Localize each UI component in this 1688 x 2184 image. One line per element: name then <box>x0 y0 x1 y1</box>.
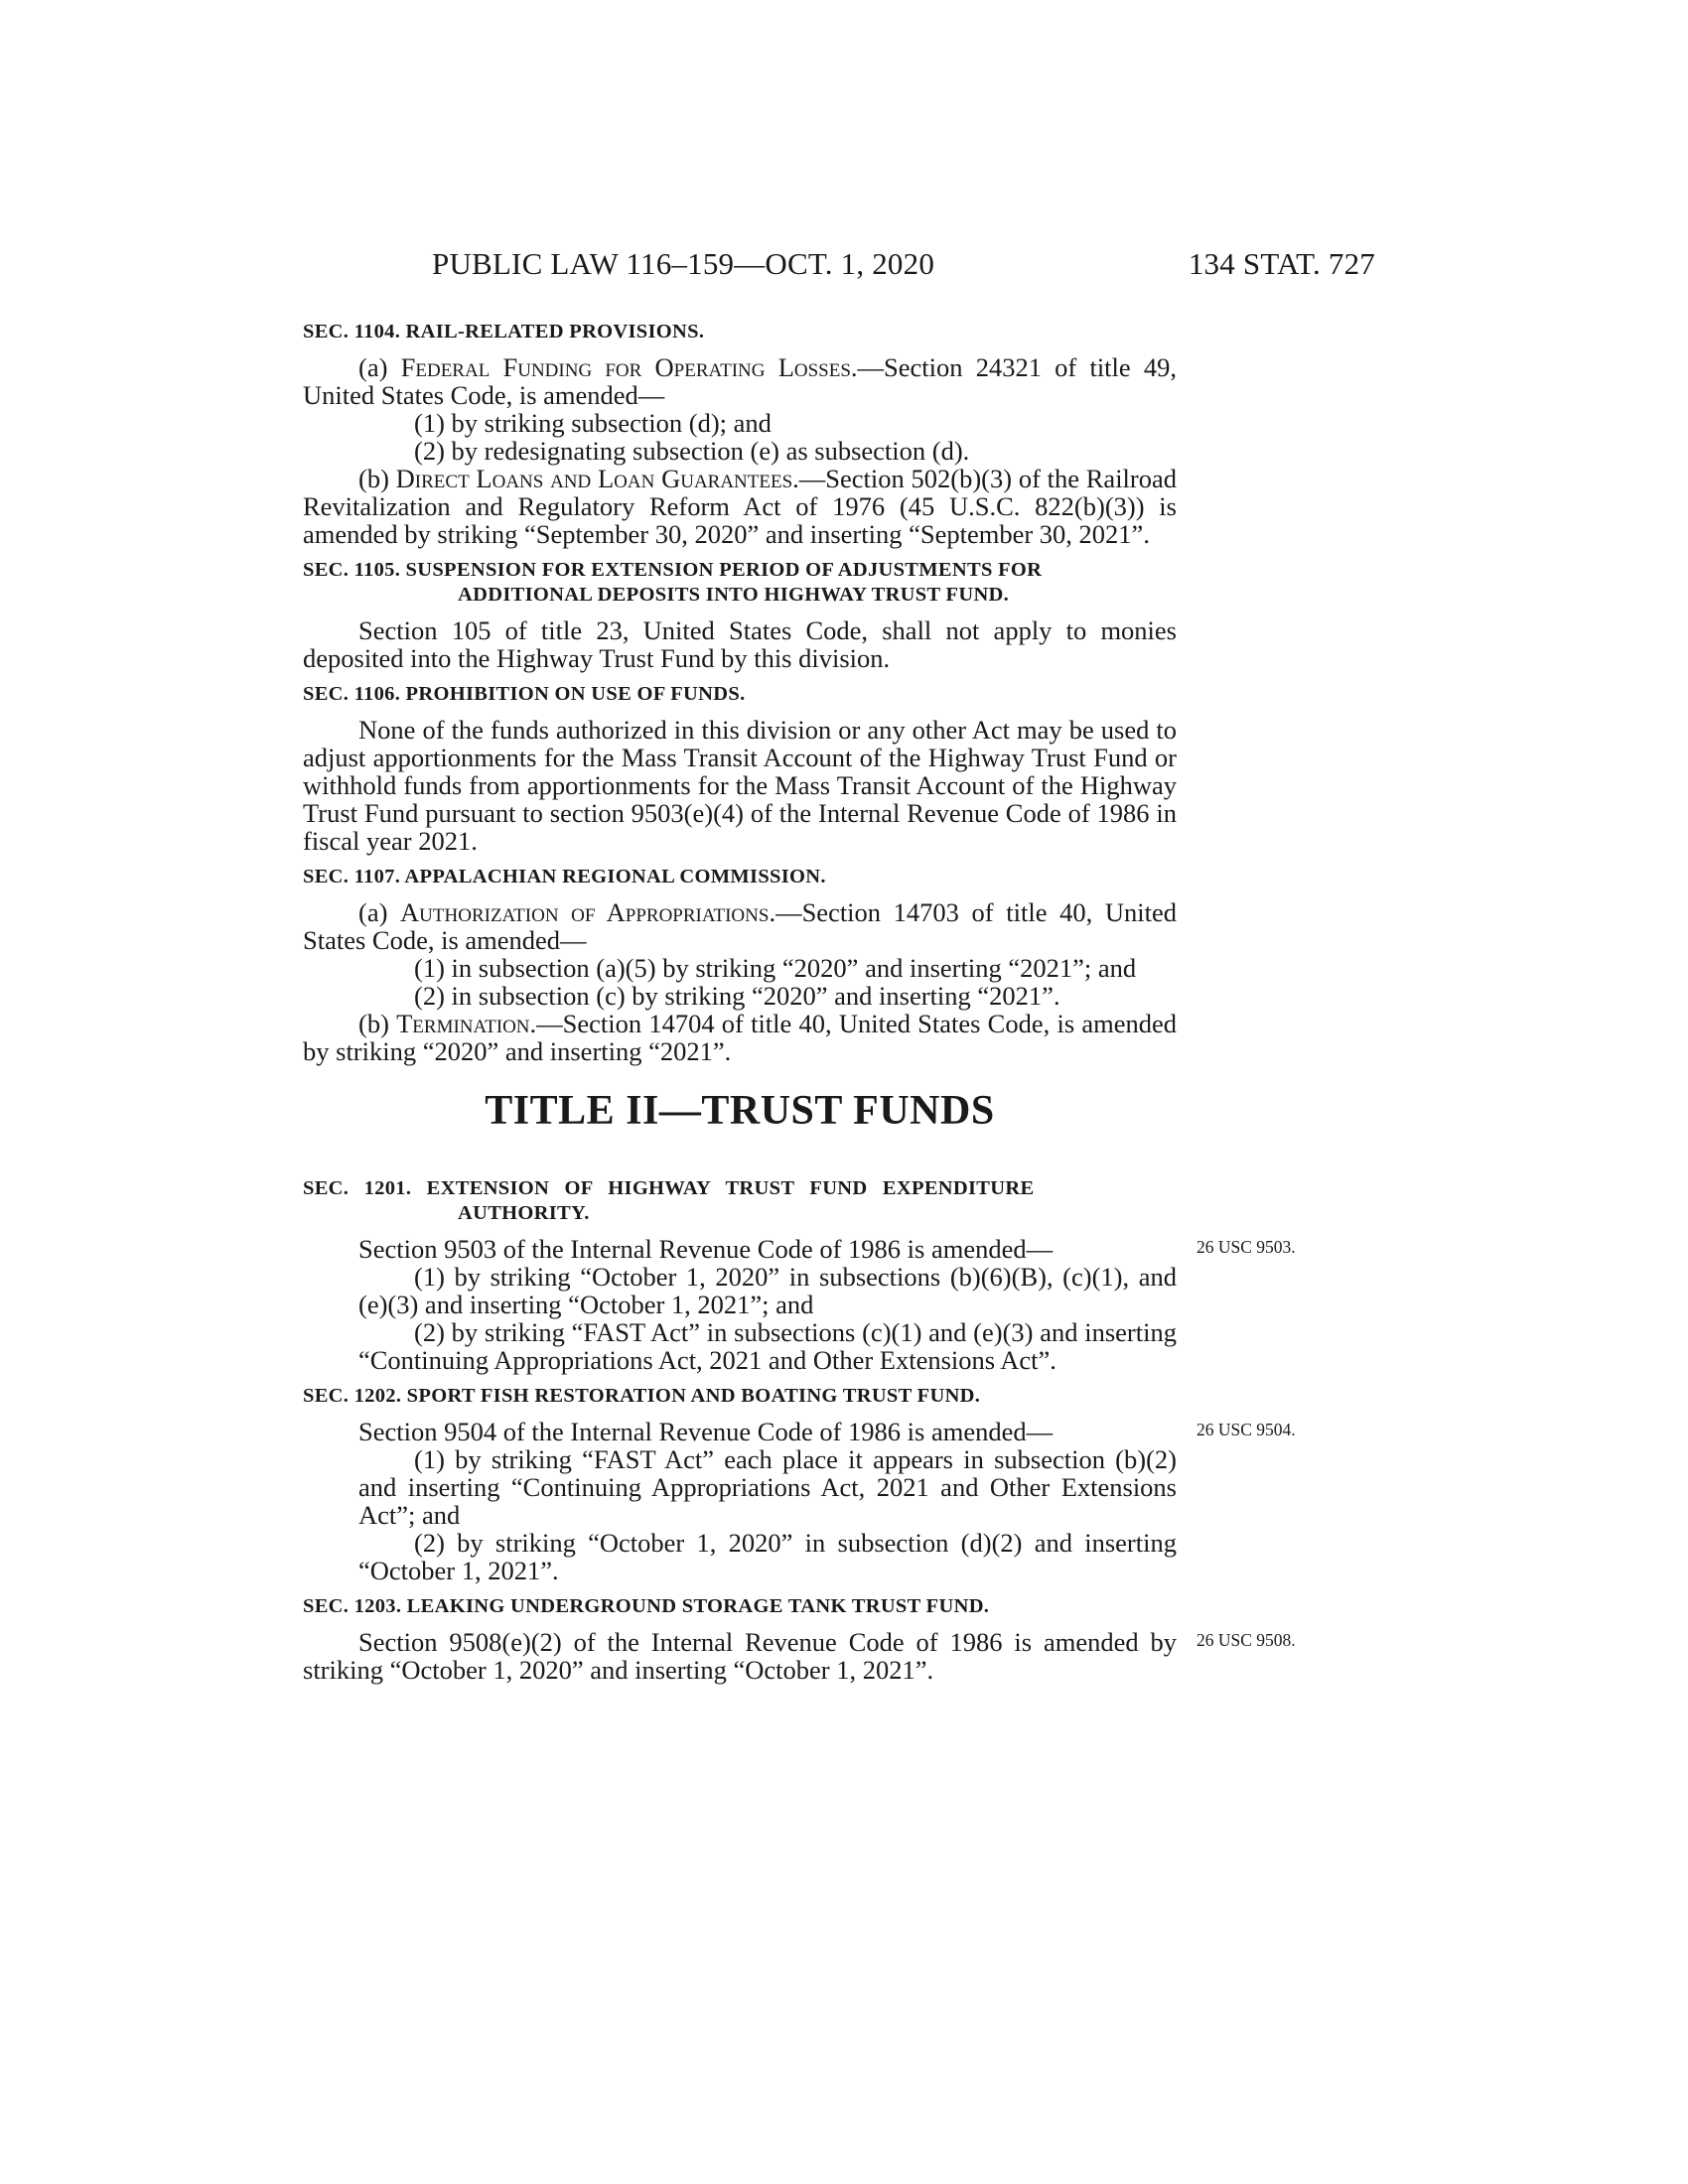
section-1105-text: Section 105 of title 23, United States Code, shall not apply to monies deposited into the Highway Trust Fund by this division. <box>303 615 1177 673</box>
section-1107-heading: SEC. 1107. APPALACHIAN REGIONAL COMMISSION. <box>303 866 826 887</box>
section-1201-row <box>303 1234 1296 1264</box>
running-title: PUBLIC LAW 116–159—OCT. 1, 2020 <box>432 246 935 281</box>
title-ii-heading: TITLE II—TRUST FUNDS <box>485 1088 995 1134</box>
subsection-text: .—Section 24321 of title 49, United States Code, is amended— <box>303 352 1177 410</box>
subsection-text: .—Section 14704 of title 40, United States Code, is amended by striking “2020” and inserting “2021”. <box>303 1009 1177 1066</box>
section-1202-heading: SEC. 1202. SPORT FISH RESTORATION AND BOATING TRUST FUND. <box>303 1385 981 1407</box>
section-1104-a-item-2: (2) by redesignating subsection (e) as subsection (d). <box>414 436 970 466</box>
section-1104-subsection-a <box>303 353 1177 409</box>
section-1105-heading: SEC. 1105. SUSPENSION FOR EXTENSION PERIOD OF ADJUSTMENTS FOR ADDITIONAL DEPOSITS INTO HIGHWAY TRUST FUND. <box>303 559 1043 606</box>
subsection-text: .—Section 14703 of title 40, United States Code, is amended— <box>303 897 1177 955</box>
section-1202-row <box>303 1417 1296 1446</box>
section-1202-item-1: (1) by striking “FAST Act” each place it appears in subsection (b)(2) and inserting “Continuing Appropriations Act, 2021 and Other Extensions Act”; and <box>358 1444 1177 1530</box>
section-1201-text: Section 9503 of the Internal Revenue Code of 1986 is amended— <box>358 1234 1054 1264</box>
subsection-lead: (b) <box>358 1009 397 1038</box>
subsection-lead: (b) <box>358 464 396 493</box>
section-1201-heading: SEC. 1201. EXTENSION OF HIGHWAY TRUST FUND EXPENDITURE AUTHORITY. <box>303 1177 1035 1224</box>
section-1107-subsection-a <box>303 898 1177 954</box>
section-1203-margin-note: 26 USC 9508. <box>1196 1630 1296 1650</box>
subsection-caption: Authorization of Appropriations <box>400 897 770 927</box>
section-1203-text: Section 9508(e)(2) of the Internal Revenue Code of 1986 is amended by striking “October 1, 2020” and inserting “October 1, 2021”. <box>303 1627 1177 1685</box>
section-1201-item-2: (2) by striking “FAST Act” in subsections (c)(1) and (e)(3) and inserting “Continuing Appropriations Act, 2021 and Other Extensions Act”. <box>358 1317 1177 1375</box>
section-1202-margin-note: 26 USC 9504. <box>1196 1420 1296 1439</box>
section-1201-item-1: (1) by striking “October 1, 2020” in subsections (b)(6)(B), (c)(1), and (e)(3) and inserting “October 1, 2021”; and <box>358 1262 1177 1319</box>
section-1104-heading: SEC. 1104. RAIL-RELATED PROVISIONS. <box>303 321 705 342</box>
section-1107-a-item-2: (2) in subsection (c) by striking “2020” and inserting “2021”. <box>414 981 1060 1011</box>
section-1107-subsection-b <box>303 1010 1177 1065</box>
subsection-lead: (a) <box>358 352 401 382</box>
subsection-lead: (a) <box>358 897 401 927</box>
subsection-caption: Federal Funding for Operating Losses <box>400 352 851 382</box>
subsection-caption: Termination <box>396 1009 530 1038</box>
section-1104-a-item-1: (1) by striking subsection (d); and <box>414 408 772 438</box>
section-1202-item-2: (2) by striking “October 1, 2020” in subsection (d)(2) and inserting “October 1, 2021”. <box>358 1528 1177 1585</box>
subsection-text: .—Section 502(b)(3) of the Railroad Revitalization and Regulatory Reform Act of 1976 (45 U.S.C. 822(b)(3)) is amended by striking “September 30, 2020” and inserting “September 30, 2021”. <box>303 464 1178 549</box>
section-1202-text: Section 9504 of the Internal Revenue Code of 1986 is amended— <box>358 1417 1054 1446</box>
section-1201-margin-note: 26 USC 9503. <box>1196 1237 1296 1257</box>
page-reference: 134 STAT. 727 <box>1188 246 1375 281</box>
page-header <box>303 246 1375 286</box>
section-1106-heading: SEC. 1106. PROHIBITION ON USE OF FUNDS. <box>303 683 746 705</box>
section-1107-a-item-1: (1) in subsection (a)(5) by striking “2020” and inserting “2021”; and <box>414 953 1137 983</box>
section-1104-subsection-b <box>303 465 1177 548</box>
document-body <box>303 320 1296 1685</box>
subsection-caption: Direct Loans and Loan Guarantees <box>395 464 793 493</box>
section-1203-row <box>303 1627 1296 1685</box>
section-1203-heading: SEC. 1203. LEAKING UNDERGROUND STORAGE TANK TRUST FUND. <box>303 1595 990 1617</box>
section-1106-text: None of the funds authorized in this division or any other Act may be used to adjust apportionments for the Mass Transit Account of the Highway Trust Fund or withhold funds from apportionments for the Mass Transit Account of the Highway Trust Fund pursuant to section 9503(e)(4) of the Internal Revenue Code of 1986 in fiscal year 2021. <box>303 715 1177 856</box>
